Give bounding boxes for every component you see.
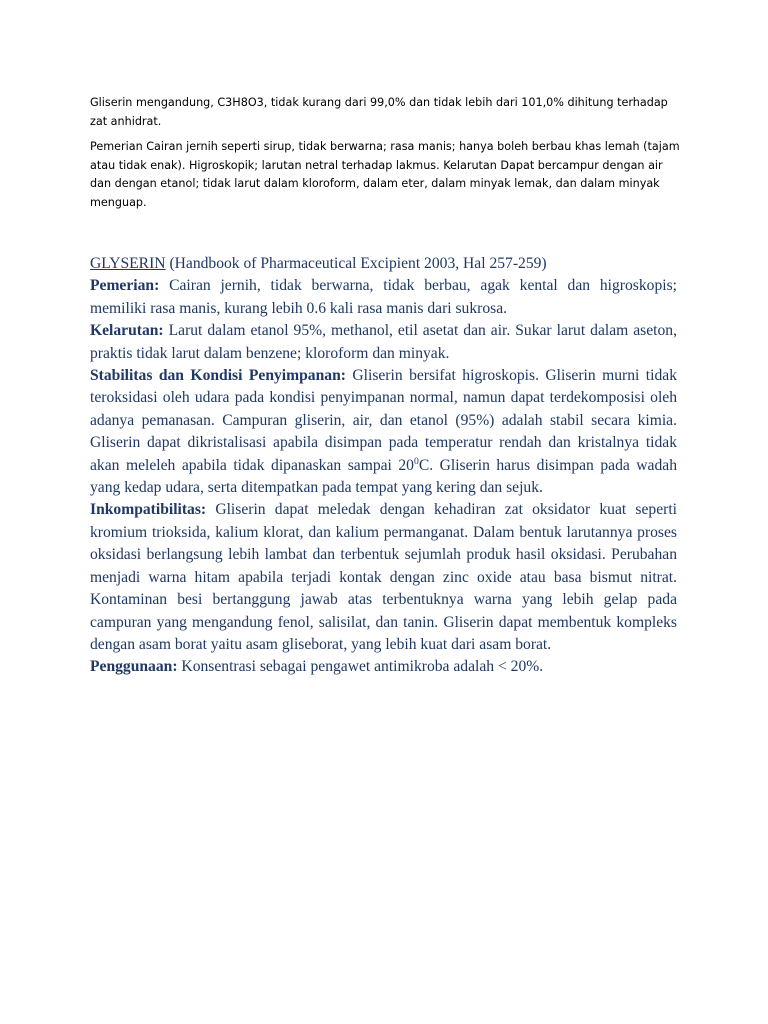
heading-reference: (Handbook of Pharmaceutical Excipient 2003, Hal 257-259)	[165, 255, 547, 272]
text-kelarutan: Larut dalam etanol 95%, methanol, etil asetat dan air. Sukar larut dalam aseton, praktis tidak larut dalam benzene; kloroform dan minyak.	[90, 322, 677, 362]
superscript-degree: 0	[413, 455, 419, 467]
label-kelarutan: Kelarutan:	[90, 322, 164, 340]
text-stabilitas-before: Gliserin bersifat higroskopis. Gliserin murni tidak teroksidasi oleh udara pada kondisi penyimpanan normal, namun dapat terdekomposisi oleh adanya pemanasan. Campuran gliserin, air, dan etanol (95%) adalah stabil secara kimia. Gliserin dapat dikristalisasi apabila disimpan pada temperatur rendah dan kristalnya tidak akan meleleh apabila tidak dipanaskan sampai 20	[90, 367, 677, 474]
text-inkompatibilitas: Gliserin dapat meledak dengan kehadiran zat oksidator kuat seperti kromium trioksida, kalium klorat, dan kalium permanganat. Dalam bentuk larutannya proses oksidasi berlangsung lebih lambat dan terbentuk sejumlah produk hasil oksidasi. Perubahan menjadi warna hitam apabila terjadi kontak dengan zinc oxide atau basa bismut nitrat. Kontaminan besi bertanggung jawab atas terbentuknya warna yang lebih gelap pada campuran yang mengandung fenol, salisilat, dan tanin. Gliserin dapat membentuk kompleks dengan asam borat yaitu asam gliseborat, yang lebih kuat dari asam borat.	[90, 501, 677, 653]
intro-paragraph-description: Pemerian Cairan jernih seperti sirup, tidak berwarna; rasa manis; hanya boleh berbau khas lemah (tajam atau tidak enak). Higroskopik; larutan netral terhadap lakmus. Kelarutan Dapat bercampur dengan air dan dengan etanol; tidak larut dalam kloroform, dalam eter, dalam minyak lemak, dan dalam minyak menguap.	[90, 140, 680, 209]
label-penggunaan: Penggunaan:	[90, 658, 178, 676]
paragraph-inkompatibilitas	[90, 499, 677, 656]
paragraph-pemerian	[90, 275, 677, 320]
monograph-heading	[90, 253, 677, 275]
label-pemerian: Pemerian:	[90, 277, 160, 295]
intro-paragraph-composition: Gliserin mengandung, C3H8O3, tidak kurang dari 99,0% dan tidak lebih dari 101,0% dihitung terhadap zat anhidrat.	[90, 96, 668, 128]
label-stabilitas: Stabilitas dan Kondisi Penyimpanan:	[90, 367, 346, 385]
heading-title: GLYSERIN	[90, 255, 166, 272]
label-inkompatibilitas: Inkompatibilitas:	[90, 501, 207, 519]
text-stabilitas-after: C. Gliserin harus disimpan pada wadah yang kedap udara, serta ditempatkan pada tempat yang kering dan sejuk.	[90, 456, 677, 497]
text-pemerian: Cairan jernih, tidak berwarna, tidak berbau, agak kental dan higroskopis; memiliki rasa manis, kurang lebih 0.6 kali rasa manis dari sukrosa.	[90, 277, 677, 317]
paragraph-kelarutan	[90, 320, 677, 365]
monograph-section	[90, 253, 677, 679]
paragraph-penggunaan	[90, 656, 677, 678]
paragraph-stabilitas	[90, 365, 677, 499]
text-penggunaan: Konsentrasi sebagai pengawet antimikroba adalah < 20%.	[177, 658, 544, 676]
